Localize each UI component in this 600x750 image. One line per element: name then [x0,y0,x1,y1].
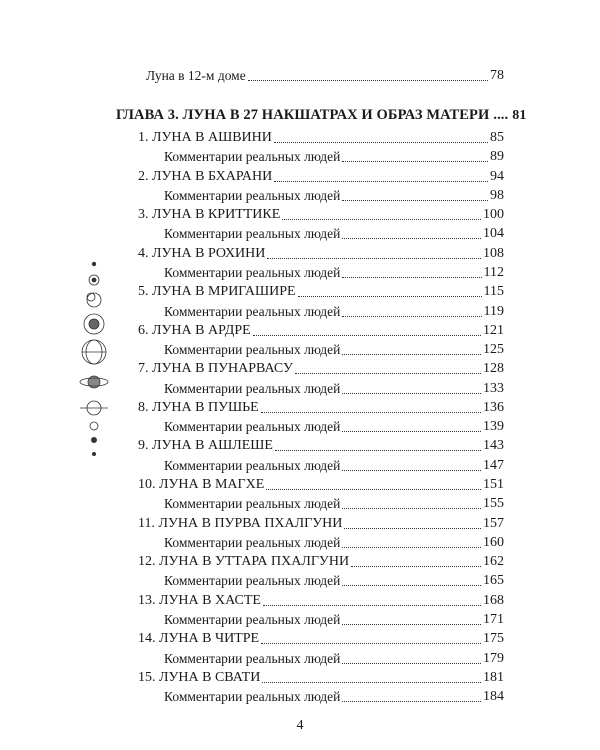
toc-entry-title: 3. ЛУНА В КРИТТИКЕ [138,207,281,223]
toc-entry-page: 168 [483,592,504,608]
toc-entry [138,165,504,185]
toc-chapter-heading [116,104,527,124]
page-number: 4 [296,718,304,733]
toc-entry-page: 136 [483,399,504,415]
dot-leader [342,161,488,162]
toc-entry [138,473,504,493]
dot-leader [342,547,481,548]
dot-leader [342,624,481,625]
dot-leader [253,335,481,336]
toc-subentry [164,531,504,551]
toc-entry-title: 7. ЛУНА В ПУНАРВАСУ [138,361,293,377]
dot-leader [298,296,482,297]
toc-subentry-page: 179 [483,650,504,666]
toc-subentry [164,184,504,204]
toc-entry-title: Луна в 12-м доме [146,68,246,83]
toc-subentry-title: Комментарии реальных людей [164,149,341,165]
toc-subentry-title: Комментарии реальных людей [164,342,341,358]
toc-entry [138,434,504,454]
toc-entry-page: 181 [483,669,504,685]
toc-entry-title: 13. ЛУНА В ХАСТЕ [138,592,261,608]
toc-subentry-title: Комментарии реальных людей [164,264,341,280]
dot-leader [282,219,481,220]
toc-subentry-page: 160 [483,534,504,550]
toc-entry-page: 94 [490,168,504,184]
toc-subentry-title: Комментарии реальных людей [164,419,341,435]
dot-leader [275,450,481,451]
dot-leader [342,663,481,664]
toc-subentry [164,569,504,589]
toc-subentry-page: 98 [490,187,504,203]
toc-entry-page: 143 [483,438,504,454]
toc-subentry [164,300,504,320]
toc-entry-title: 2. ЛУНА В БХАРАНИ [138,168,273,184]
toc-entry-title: 11. ЛУНА В ПУРВА ПХАЛГУНИ [138,515,343,531]
dot-leader [344,528,481,529]
toc-entry-page: 151 [483,477,504,493]
dot-leader [342,701,481,702]
toc-subentry-page: 89 [490,149,504,165]
toc-subentry [164,647,504,667]
dot-leader [263,605,481,606]
toc-subentry-page: 139 [483,419,504,435]
chapter-page: 81 [512,108,527,123]
toc-subentry-page: 112 [483,264,504,280]
toc-subentry-page: 104 [483,226,504,242]
toc-subentry [164,145,504,165]
toc-subentry [164,261,504,281]
dot-leader [342,277,481,278]
toc-entry-page: 85 [490,130,504,145]
toc-entry [138,627,504,647]
toc-subentry-title: Комментарии реальных людей [164,226,341,242]
toc-entry-page: 175 [483,631,504,647]
toc-entry-page: 115 [483,284,504,300]
dot-leader [342,508,481,509]
chapter-dots: .... [493,107,509,123]
dot-leader [274,181,488,182]
toc-subentry-title: Комментарии реальных людей [164,457,341,473]
toc-entry [138,589,504,609]
toc-entry [138,242,504,262]
dot-leader [261,643,481,644]
toc-entry-page: 157 [483,515,504,531]
toc-subentry-page: 184 [483,689,504,705]
chapter-title: ГЛАВА 3. ЛУНА В 27 НАКШАТРАХ И ОБРАЗ МАТЕРИ [116,107,490,123]
toc-subentry-title: Комментарии реальных людей [164,573,341,589]
dot-leader [262,682,481,683]
toc-entry [138,126,504,146]
toc-subentry-page: 133 [483,380,504,396]
toc-subentry [164,338,504,358]
toc-entry-page: 128 [483,361,504,377]
toc-entry [138,550,504,570]
toc-entry-title: 12. ЛУНА В УТТАРА ПХАЛГУНИ [138,554,350,570]
toc-entry-title: 9. ЛУНА В АШЛЕШЕ [138,438,273,454]
toc-subentry-title: Комментарии реальных людей [164,650,341,666]
dot-leader [351,566,481,567]
toc-subentry-title: Комментарии реальных людей [164,612,341,627]
dot-leader [342,238,481,239]
toc-entry [138,666,504,686]
toc-entry [138,319,504,339]
toc-entry [138,357,504,377]
toc-entry-page: 108 [483,245,504,261]
toc-entry-page: 100 [483,207,504,223]
toc-entry-top [146,64,504,84]
toc-entry-page: 162 [483,554,504,570]
toc-entry-title: 14. ЛУНА В ЧИТРЕ [138,631,260,647]
toc-entry-title: 10. ЛУНА В МАГХЕ [138,477,265,493]
toc-subentry [164,685,504,705]
toc-entry-page: 78 [490,68,504,83]
toc-subentry [164,377,504,397]
dot-leader [342,585,481,586]
dot-leader [342,470,481,471]
dot-leader [267,258,481,259]
dot-leader [248,80,488,81]
toc-subentry-title: Комментарии реальных людей [164,380,341,396]
toc-subentry [164,492,504,512]
toc-entry-title: 15. ЛУНА В СВАТИ [138,669,261,685]
toc-subentry-title: Комментарии реальных людей [164,187,341,203]
dot-leader [261,412,481,413]
dot-leader [295,373,481,374]
toc-entry [138,396,504,416]
toc-subentry-page: 165 [483,573,504,589]
toc-subentry-page: 155 [483,496,504,512]
dot-leader [342,393,481,394]
dot-leader [342,200,488,201]
planets-column-icon [72,258,116,468]
toc-subentry [164,222,504,242]
toc-subentry-title: Комментарии реальных людей [164,689,341,705]
dot-leader [274,142,488,143]
toc-subentry-title: Комментарии реальных людей [164,534,341,550]
dot-leader [342,431,481,432]
toc-subentry-title: Комментарии реальных людей [164,496,341,512]
toc-entry-title: 5. ЛУНА В МРИГАШИРЕ [138,284,296,300]
toc-subentry-title: Комментарии реальных людей [164,303,341,319]
toc-subentry-page: 147 [483,457,504,473]
toc-subentry-page: 119 [483,303,504,319]
toc-subentry [164,454,504,474]
toc-entry [138,512,504,532]
toc-entry-title: 4. ЛУНА В РОХИНИ [138,245,266,261]
toc-subentry [164,415,504,435]
toc-subentry [164,608,504,628]
toc-entry [138,203,504,223]
toc-subentry-page: 171 [483,612,504,627]
toc-entry-page: 121 [483,322,504,338]
toc-entry-title: 6. ЛУНА В АРДРЕ [138,322,251,338]
toc-entry-title: 1. ЛУНА В АШВИНИ [138,130,272,145]
toc-entry [138,280,504,300]
dot-leader [266,489,481,490]
toc-entry-title: 8. ЛУНА В ПУШЬЕ [138,399,259,415]
dot-leader [342,354,481,355]
dot-leader [342,316,481,317]
toc-subentry-page: 125 [483,342,504,358]
